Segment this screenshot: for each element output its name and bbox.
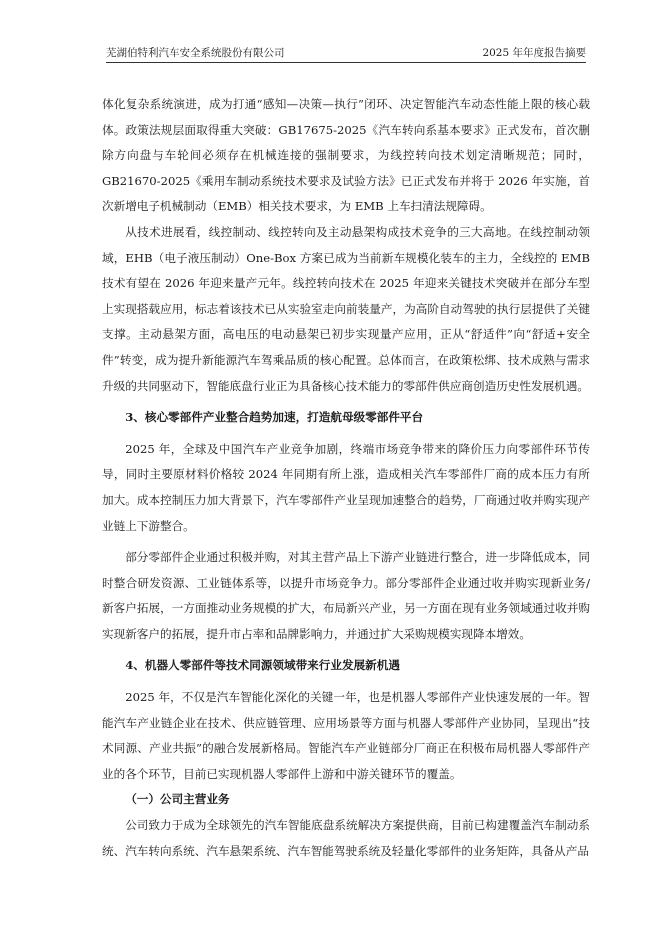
heading-robot-components: 4、机器人零部件等技术同源领域带来行业发展新机遇 [125, 658, 400, 673]
paragraph-competition: 2025 年，全球及中国汽车产业竞争加剧，终端市场竞争带来的降价压力向零部件环节传导，同时主要原材料价格较 2024 年同期有所上涨，造成相关汽车零部件厂商的成本压力有所加大。成本控制压力加大背景下，汽车零部件产业呈现加速整合的趋势，厂商通过收并购实现产业链上下游整合。 [102, 441, 590, 533]
paragraph-technology: 从技术进展看，线控制动、线控转向及主动悬架构成技术竞争的三大高地。在线控制动领域，EHB（电子液压制动）One-Box 方案已成为当前新车规模化装车的主力，全线控的 EMB 技术有望在 2026 年迎来量产元年。线控转向技术在 2025 年迎来关键技术突破并在部分车型上实现搭载应用，标志着该技术已从实验室走向前装量产，为高阶自动驾驶的执行层提供了关键支撑。主动悬架方面，高电压的电动悬架已初步实现量产应用，正从“舒适件”向“舒适+安全件”转变，成为提升新能源汽车驾乘品质的核心配置。总体而言，在政策松绑、技术成熟与需求升级的共同驱动下，智能底盘行业正为具备核心技术能力的零部件供应商创造历史性发展机遇。 [102, 224, 590, 393]
paragraph-main-business: 公司致力于成为全球领先的汽车智能底盘系统解决方案提供商，目前已构建覆盖汽车制动系统、汽车转向系统、汽车悬架系统、汽车智能驾驶系统及轻量化零部件的业务矩阵，具备从产品 [102, 818, 590, 858]
document-body [102, 92, 590, 864]
paragraph-mergers: 部分零部件企业通过积极并购，对其主营产品上下游产业链进行整合，进一步降低成本，同时整合研发资源、工业链体系等，以提升市场竞争力。部分零部件企业通过收并购实现新业务/新客户拓展，一方面推动业务规模的扩大，布局新兴产业，另一方面在现有业务领域通过收并购实现新客户的拓展，提升市占率和品牌影响力，并通过扩大采购规模实现降本增效。 [102, 550, 590, 641]
header-report-title: 2025 年年度报告摘要 [482, 47, 586, 59]
header-company-name: 芜湖伯特利汽车安全系统股份有限公司 [106, 47, 285, 59]
heading-main-business: （一）公司主营业务 [125, 792, 230, 807]
paragraph-robotics: 2025 年，不仅是汽车智能化深化的关键一年，也是机器人零部件产业快速发展的一年。智能汽车产业链企业在技术、供应链管理、应用场景等方面与机器人零部件产业协同，呈现出“技术同源、产业共振”的融合发展新格局。智能汽车产业链部分厂商正在积极布局机器人零部件产业的各个环节，目前已实现机器人零部件上游和中游关键环节的覆盖。 [102, 690, 590, 781]
heading-industry-integration: 3、核心零部件产业整合趋势加速，打造航母级零部件平台 [125, 410, 424, 425]
paragraph-policy: 体化复杂系统演进，成为打通“感知—决策—执行”闭环、决定智能汽车动态性能上限的核心载体。政策法规层面取得重大突破：GB17675-2025《汽车转向系基本要求》正式发布，首次删除方向盘与车轮间必须存在机械连接的强制要求，为线控转向技术划定清晰规范；同时，GB21670-2025《乘用车制动系统技术要求及试验方法》已正式发布并将于 2026 年实施，首次新增电子机械制动（EMB）相关技术要求，为 EMB 上车扫清法规障碍。 [102, 97, 590, 214]
page-header [106, 44, 586, 63]
